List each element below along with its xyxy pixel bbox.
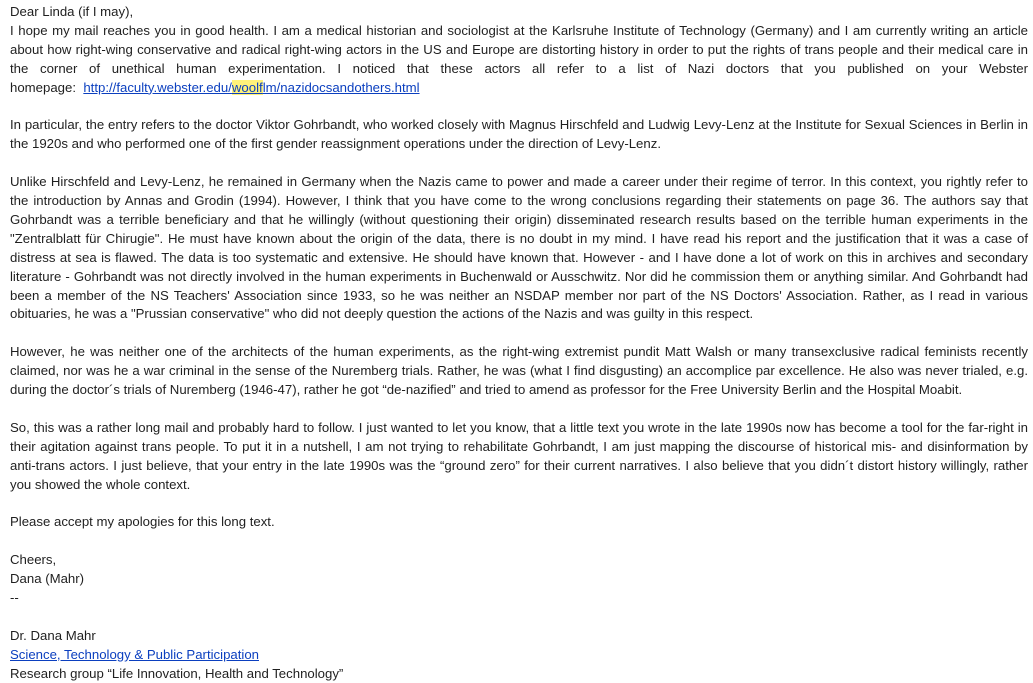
webster-homepage-link[interactable] [83,80,419,95]
paragraph-gap [10,494,1028,513]
paragraph-gap [10,532,1028,551]
paragraph-nazi-career: Unlike Hirschfeld and Levy-Lenz, he remained in Germany when the Nazis came to power and made a career under their regime of terror. In this context, you rightly refer to the introduction by Annas and Grodin (1994). However, I think that you have come to the wrong conclusions regarding their statements on page 36. The authors say that Gohrbandt was a terrible beneficiary and that he willingly (without questioning their origin) disseminated research results based on the terrible human experiments in the "Zentralblatt für Chirugie". He must have known about the origin of the data, there is no doubt in my mind. I have read his report and the justification that it was a case of distress at sea is flawed. The data is too systematic and extensive. He should have known that. However - and I have done a lot of work on this in archives and secondary literature - Gohrbandt was not directly involved in the human experiments in Buchenwald or Ausschwitz. Nor did he commission them or anything similar. And Gohrbandt had been a member of the NS Teachers' Association since 1933, so he was neither an NSDAP member nor part of the NS Doctors' Association. Rather, as I read in various obituaries, he was a "Prussian conservative" who did not deeply question the actions of the Nazis and was guilty in this respect. [10,174,1028,322]
intro-text: I hope my mail reaches you in good health. I am a medical historian and sociologist at the Karlsruhe Institute of Technology (Germany) and I am currently writing an article about how right-wing conservative and radical right-wing actors in the US and Europe are distorting history in order to put the rights of trans people and their medical care in the corner of unethical human experimentation. I noticed that these actors all refer to a list of Nazi doctors that you published on your Webster homepage: [10,22,1028,95]
paragraph-apology: Please accept my apologies for this long text. [10,514,275,530]
paragraph-gohrbandt-intro: In particular, the entry refers to the doctor Viktor Gohrbandt, who worked closely with Magnus Hirschfeld and Ludwig Levy-Lenz at the Institute for Sexual Sciences in Berlin in the 1920s and who performed one of the first gender reassignment operations under the direction of Levy-Lenz. [10,117,1028,152]
paragraph-gap [10,154,1028,173]
signature-group-link[interactable]: Science, Technology & Public Participation [10,646,259,662]
paragraph-gap [10,324,1028,343]
closing: Cheers, [10,552,57,568]
paragraph-gap [10,608,1028,627]
link-search-highlight[interactable]: woolf [231,79,263,95]
email-body [10,3,1028,683]
paragraph-gap [10,98,1028,117]
signature-research-group: Research group “Life Innovation, Health and Technology” [10,665,344,681]
link-part-1[interactable]: http://faculty.webster.edu/ [83,79,232,95]
paragraph-gap [10,400,1028,419]
signature-separator: -- [10,589,19,605]
paragraph-summary: So, this was a rather long mail and probably hard to follow. I just wanted to let you know, that a little text you wrote in the late 1990s now has become a tool for the far-right in their agitation against trans people. To put it in a nutshell, I am not trying to rehabilitate Gohrbandt, I am just mapping the discourse of historical mis- and disinformation by anti-trans actors. I just believe, that your entry in the late 1990s was the “ground zero” for their current narratives. I also believe that you didn´t distort history willingly, rather you showed the whole context. [10,419,1028,492]
paragraph-not-architect: However, he was neither one of the architects of the human experiments, as the right-wing extremist pundit Matt Walsh or many transexclusive radical feminists recently claimed, nor was he a war criminal in the sense of the Nuremberg trials. Rather, he was (what I find disgusting) an accomplice par excellence. He also was never trialed, e.g. during the doctor´s trials of Nuremberg (1946-47), rather he got “de-nazified” and tried to amend as professor for the Free University Berlin and the Hospital Moabit. [10,344,1028,398]
link-part-2[interactable]: lm/nazidocsandothers.html [262,79,420,95]
sender-short-name: Dana (Mahr) [10,571,85,587]
intro-paragraph [10,22,1028,98]
signature-name: Dr. Dana Mahr [10,627,96,643]
greeting: Dear Linda (if I may), [10,4,134,19]
